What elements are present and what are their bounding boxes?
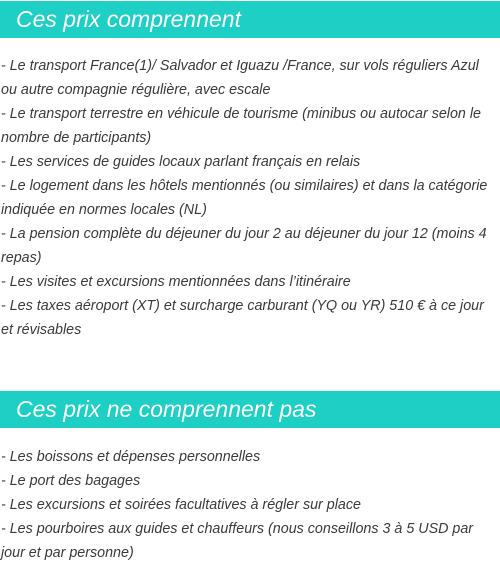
excludes-list-item: - Les excursions et soirées facultatives à régler sur place bbox=[1, 497, 361, 513]
excludes-list-item: - Le port des bagages bbox=[1, 473, 141, 489]
includes-list-item: - La pension complète du déjeuner du jour 2 au déjeuner du jour 12 (moins 4 repas) bbox=[1, 226, 487, 266]
includes-list-item: - Le transport terrestre en véhicule de tourisme (minibus ou autocar selon le nombre de participants) bbox=[1, 106, 481, 146]
includes-list-item: - Les taxes aéroport (XT) et surcharge carburant (YQ ou YR) 510 € à ce jour et révisables bbox=[1, 298, 484, 338]
includes-list-item: - Le logement dans les hôtels mentionnés (ou similaires) et dans la catégorie indiquée en normes locales (NL) bbox=[1, 178, 488, 218]
excludes-section-title: Ces prix ne comprennent pas bbox=[0, 391, 500, 428]
excludes-list-item: - Les boissons et dépenses personnelles bbox=[1, 449, 261, 465]
includes-section-title: Ces prix comprennent bbox=[0, 1, 500, 38]
excludes-list bbox=[1, 445, 498, 565]
includes-list-item: - Les visites et excursions mentionnées dans l’itinéraire bbox=[1, 274, 351, 290]
includes-list-item: - Les services de guides locaux parlant français en relais bbox=[1, 154, 361, 170]
includes-list bbox=[1, 54, 498, 342]
excludes-list-item: - Les pourboires aux guides et chauffeurs (nous conseillons 3 à 5 USD par jour et par personne) bbox=[1, 521, 474, 561]
includes-list-item: - Le transport France(1)/ Salvador et Iguazu /France, sur vols réguliers Azul ou autre compagnie régulière, avec escale bbox=[1, 58, 479, 98]
